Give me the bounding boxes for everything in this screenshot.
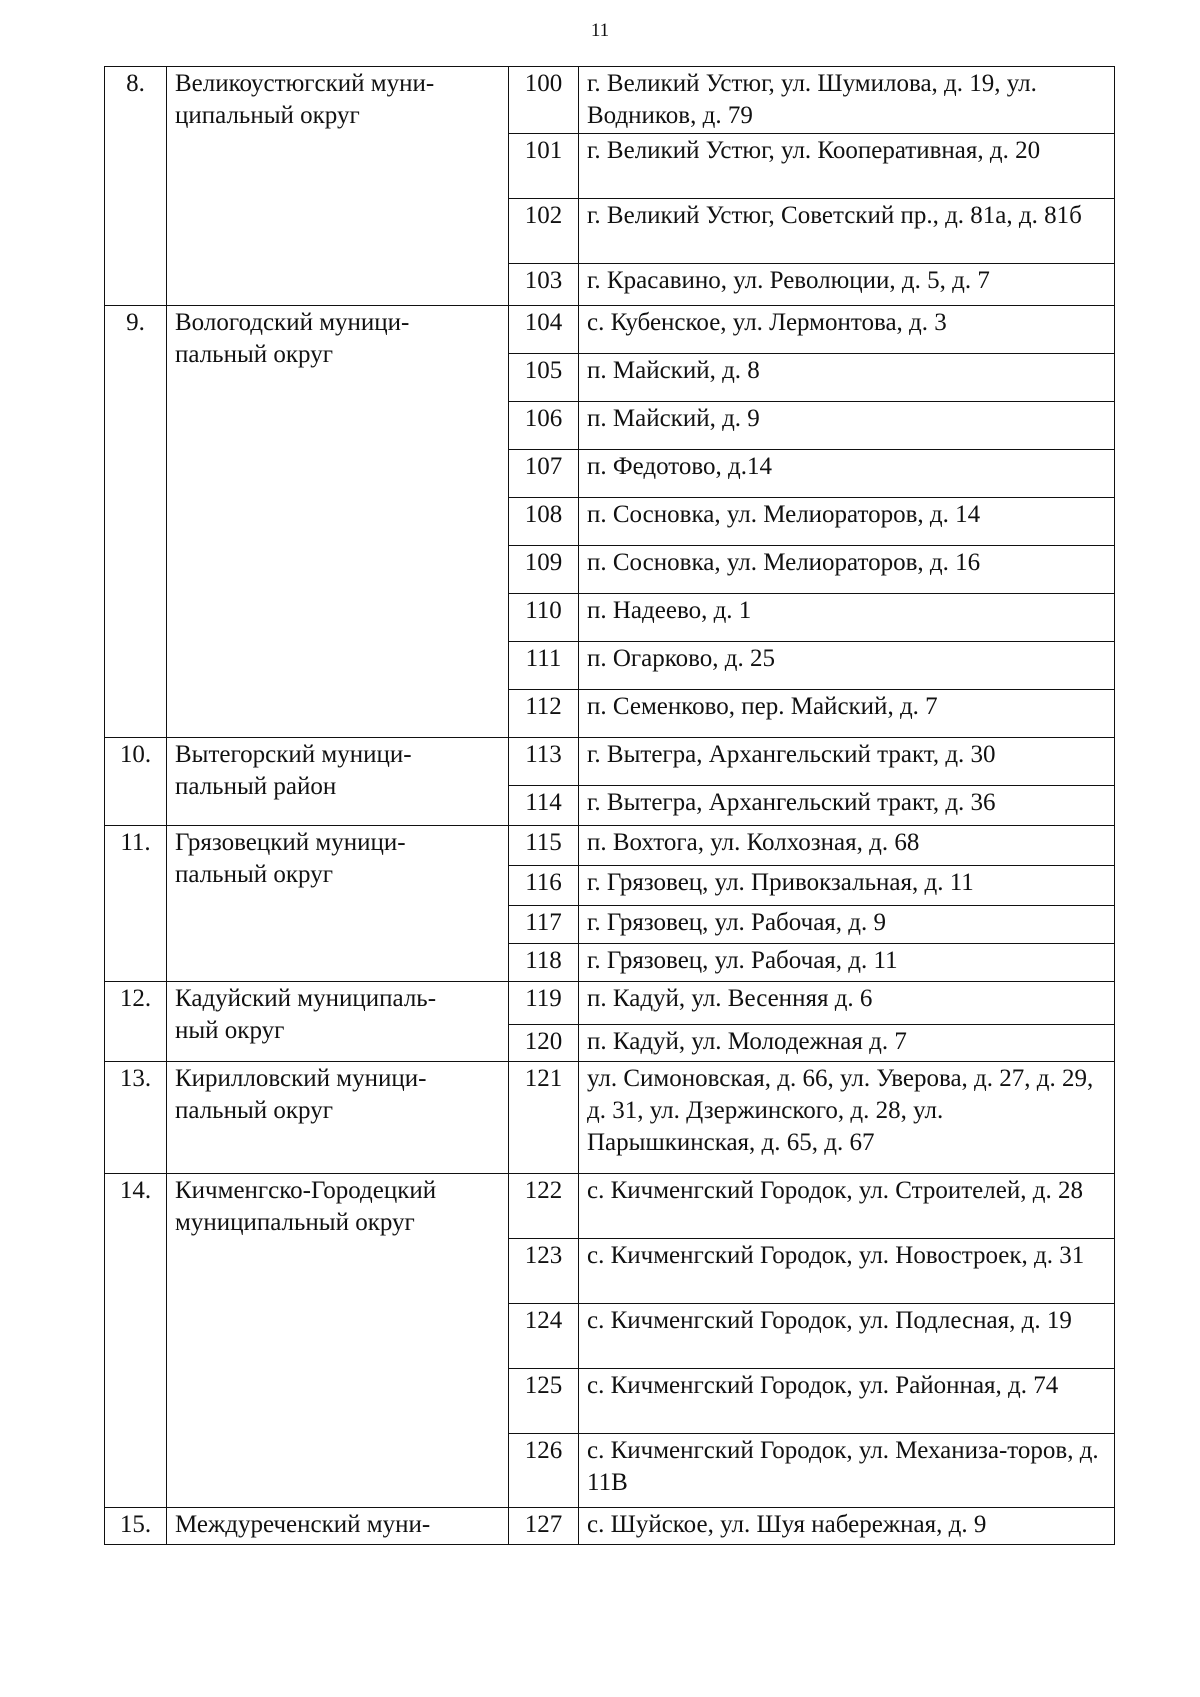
district-number: 11. — [105, 826, 167, 982]
station-code: 102 — [509, 199, 579, 264]
district-number: 13. — [105, 1062, 167, 1174]
station-code: 124 — [509, 1304, 579, 1369]
station-code: 107 — [509, 450, 579, 498]
polling-stations-table — [104, 66, 1115, 1545]
station-address: п. Семенково, пер. Майский, д. 7 — [579, 690, 1115, 738]
district-name: Вологодский муници- пальный округ — [167, 306, 509, 738]
station-code: 113 — [509, 738, 579, 786]
table-row — [105, 67, 1115, 134]
station-address: п. Надеево, д. 1 — [579, 594, 1115, 642]
district-name: Междуреченский муни- — [167, 1508, 509, 1545]
station-code: 104 — [509, 306, 579, 354]
station-code: 114 — [509, 786, 579, 826]
table-row — [105, 982, 1115, 1025]
table-row — [105, 1062, 1115, 1174]
station-address: г. Вытегра, Архангельский тракт, д. 30 — [579, 738, 1115, 786]
station-address: с. Кичменгский Городок, ул. Новостроек, д. 31 — [579, 1239, 1115, 1304]
district-number: 14. — [105, 1174, 167, 1508]
station-address: г. Великий Устюг, Советский пр., д. 81а, д. 81б — [579, 199, 1115, 264]
station-address: п. Кадуй, ул. Весенняя д. 6 — [579, 982, 1115, 1025]
table-row — [105, 1508, 1115, 1545]
station-code: 117 — [509, 906, 579, 944]
station-address: п. Кадуй, ул. Молодежная д. 7 — [579, 1025, 1115, 1062]
table-row — [105, 306, 1115, 354]
table-row — [105, 1174, 1115, 1239]
station-address: с. Кичменгский Городок, ул. Подлесная, д. 19 — [579, 1304, 1115, 1369]
station-code: 126 — [509, 1434, 579, 1508]
station-code: 123 — [509, 1239, 579, 1304]
station-address: с. Кубенское, ул. Лермонтова, д. 3 — [579, 306, 1115, 354]
station-code: 118 — [509, 944, 579, 982]
station-code: 105 — [509, 354, 579, 402]
district-number: 8. — [105, 67, 167, 306]
station-address: п. Федотово, д.14 — [579, 450, 1115, 498]
district-name: Вытегорский муници- пальный район — [167, 738, 509, 826]
district-name: Кичменгско-Городецкий муниципальный округ — [167, 1174, 509, 1508]
station-address: с. Кичменгский Городок, ул. Механиза-торов, д. 11В — [579, 1434, 1115, 1508]
district-name: Грязовецкий муници- пальный округ — [167, 826, 509, 982]
district-name: Кирилловский муници- пальный округ — [167, 1062, 509, 1174]
station-code: 103 — [509, 264, 579, 306]
page-number: 11 — [590, 20, 610, 41]
station-code: 125 — [509, 1369, 579, 1434]
station-address: п. Огарково, д. 25 — [579, 642, 1115, 690]
station-address: г. Красавино, ул. Революции, д. 5, д. 7 — [579, 264, 1115, 306]
station-code: 100 — [509, 67, 579, 134]
table-row — [105, 738, 1115, 786]
station-address: ул. Симоновская, д. 66, ул. Уверова, д. 27, д. 29, д. 31, ул. Дзержинского, д. 28, ул. Парышкинская, д. 65, д. 67 — [579, 1062, 1115, 1174]
station-address: п. Майский, д. 9 — [579, 402, 1115, 450]
station-address: с. Шуйское, ул. Шуя набережная, д. 9 — [579, 1508, 1115, 1545]
station-code: 119 — [509, 982, 579, 1025]
station-address: п. Сосновка, ул. Мелиораторов, д. 14 — [579, 498, 1115, 546]
district-name: Великоустюгский муни- ципальный округ — [167, 67, 509, 306]
table-row — [105, 826, 1115, 866]
station-address: п. Вохтога, ул. Колхозная, д. 68 — [579, 826, 1115, 866]
station-code: 112 — [509, 690, 579, 738]
station-code: 106 — [509, 402, 579, 450]
station-code: 127 — [509, 1508, 579, 1545]
station-code: 120 — [509, 1025, 579, 1062]
station-address: г. Грязовец, ул. Рабочая, д. 11 — [579, 944, 1115, 982]
station-code: 122 — [509, 1174, 579, 1239]
station-address: п. Майский, д. 8 — [579, 354, 1115, 402]
station-code: 116 — [509, 866, 579, 906]
station-code: 110 — [509, 594, 579, 642]
station-code: 121 — [509, 1062, 579, 1174]
station-code: 108 — [509, 498, 579, 546]
station-address: с. Кичменгский Городок, ул. Строителей, д. 28 — [579, 1174, 1115, 1239]
district-number: 12. — [105, 982, 167, 1062]
district-number: 9. — [105, 306, 167, 738]
station-address: с. Кичменгский Городок, ул. Районная, д. 74 — [579, 1369, 1115, 1434]
station-code: 101 — [509, 134, 579, 199]
station-address: г. Великий Устюг, ул. Кооперативная, д. 20 — [579, 134, 1115, 199]
station-address: г. Вытегра, Архангельский тракт, д. 36 — [579, 786, 1115, 826]
station-address: г. Грязовец, ул. Рабочая, д. 9 — [579, 906, 1115, 944]
district-name: Кадуйский муниципаль- ный округ — [167, 982, 509, 1062]
station-code: 115 — [509, 826, 579, 866]
station-address: г. Великий Устюг, ул. Шумилова, д. 19, ул. Водников, д. 79 — [579, 67, 1115, 134]
station-address: г. Грязовец, ул. Привокзальная, д. 11 — [579, 866, 1115, 906]
station-code: 109 — [509, 546, 579, 594]
station-address: п. Сосновка, ул. Мелиораторов, д. 16 — [579, 546, 1115, 594]
district-number: 15. — [105, 1508, 167, 1545]
station-code: 111 — [509, 642, 579, 690]
district-number: 10. — [105, 738, 167, 826]
